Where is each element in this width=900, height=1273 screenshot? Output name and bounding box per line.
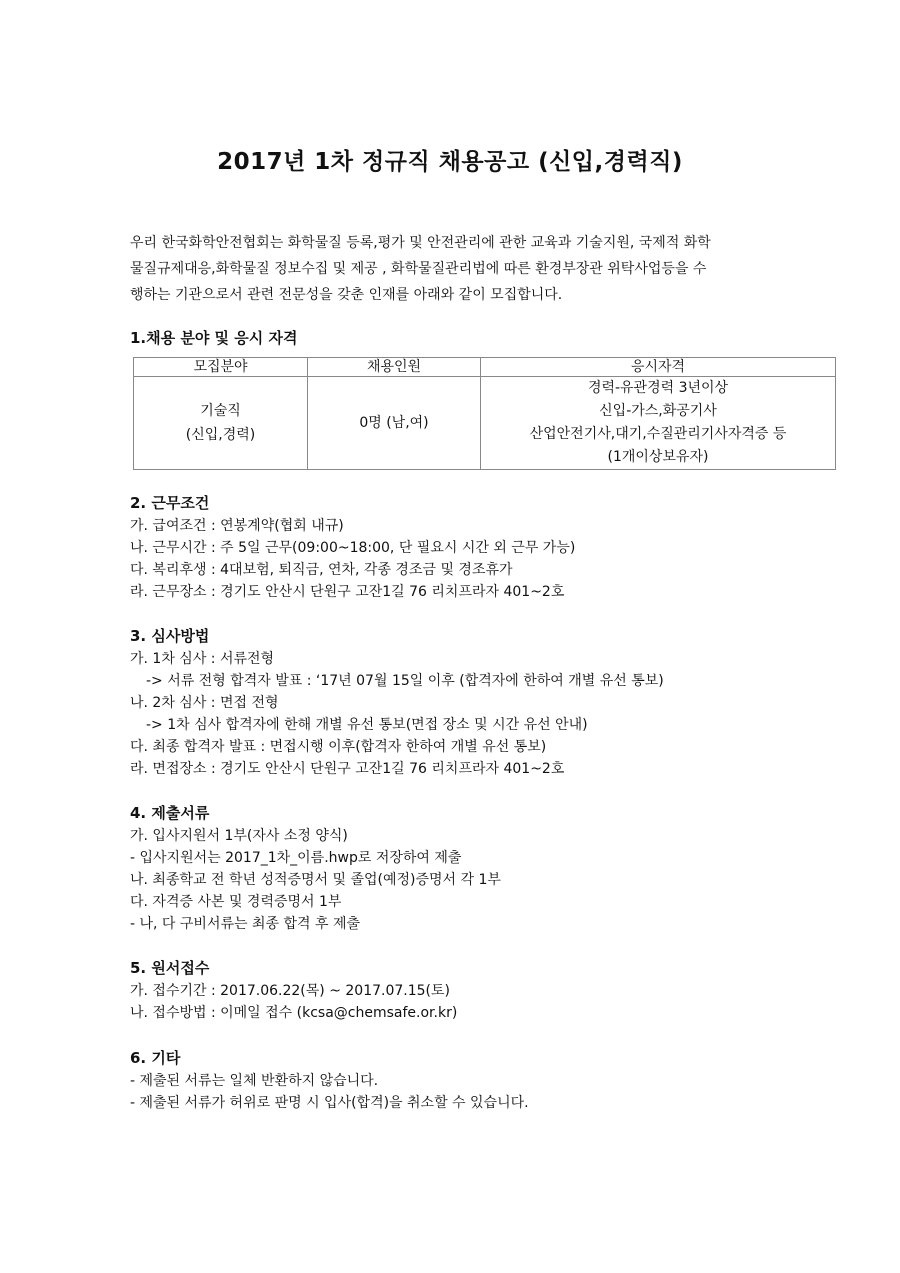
- field-type: (신입,경력): [185, 427, 256, 443]
- note-line: - 제출된 서류가 허위로 판명 시 입사(합격)을 취소할 수 있습니다.: [130, 1095, 529, 1111]
- intro-paragraph: [130, 230, 780, 308]
- document-line: - 나, 다 구비서류는 최종 합격 후 제출: [130, 916, 360, 932]
- condition-line: 나. 근무시간 : 주 5일 근무(09:00~18:00, 단 필요시 시간 외 근무 가능): [130, 540, 576, 556]
- condition-line: 라. 근무장소 : 경기도 안산시 단원구 고잔1길 76 리치프라자 401~2호: [130, 584, 565, 600]
- screening-line: 나. 2차 심사 : 면접 전형: [130, 695, 279, 711]
- section-heading: 2. 근무조건: [130, 494, 210, 512]
- qualification-line: (1개이상보유자): [607, 449, 709, 465]
- section-heading: 5. 원서접수: [130, 959, 210, 977]
- screening-line: 다. 최종 합격자 발표 : 면접시행 이후(합격자 한하여 개별 유선 통보): [130, 739, 547, 755]
- page-title: 2017년 1차 정규직 채용공고 (신입,경력직): [217, 149, 683, 175]
- qualification-line: 경력-유관경력 3년이상: [587, 380, 729, 396]
- screening-line: -> 서류 전형 합격자 발표 : ‘17년 07월 15일 이후 (합격자에 한하여 개별 유선 통보): [146, 673, 664, 689]
- document-line: - 입사지원서는 2017_1차_이름.hwp로 저장하여 제출: [130, 850, 462, 866]
- screening-line: 라. 면접장소 : 경기도 안산시 단원구 고잔1길 76 리치프라자 401~2호: [130, 761, 565, 777]
- section-application: [130, 956, 830, 1024]
- application-line: 가. 접수기간 : 2017.06.22(목) ~ 2017.07.15(토): [130, 983, 450, 999]
- section-documents: [130, 801, 830, 935]
- section-recruitment: [130, 326, 830, 350]
- document-line: 가. 입사지원서 1부(자사 소정 양식): [130, 828, 348, 844]
- field-name: 기술직: [200, 403, 241, 419]
- column-header-count: 채용인원: [308, 358, 481, 377]
- recruitment-table: [133, 357, 836, 470]
- intro-line: 물질규제대응,화학물질 정보수집 및 제공 , 화학물질관리법에 따른 환경부장관 위탁사업등을 수: [130, 261, 707, 277]
- table-header-row: [134, 358, 836, 377]
- column-header-field: 모집분야: [134, 358, 308, 377]
- condition-line: 가. 급여조건 : 연봉계약(협회 내규): [130, 518, 344, 534]
- section-screening: [130, 624, 830, 780]
- screening-line: 가. 1차 심사 : 서류전형: [130, 651, 275, 667]
- document-line: 다. 자격증 사본 및 경력증명서 1부: [130, 894, 342, 910]
- qualification-line: 산업안전기사,대기,수질관리기사자격증 등: [529, 426, 787, 442]
- qualification-line: 신입-가스,화공기사: [599, 403, 717, 419]
- section-work-conditions: [130, 491, 830, 603]
- application-line: 나. 접수방법 : 이메일 접수 (kcsa@chemsafe.or.kr): [130, 1005, 458, 1021]
- section-heading: 1.채용 분야 및 응시 자격: [130, 329, 298, 347]
- intro-line: 우리 한국화학안전협회는 화학물질 등록,평가 및 안전관리에 관한 교육과 기술지원, 국제적 화학: [130, 235, 711, 251]
- cell-field: [134, 377, 308, 470]
- screening-line: -> 1차 심사 합격자에 한해 개별 유선 통보(면접 장소 및 시간 유선 안내): [146, 717, 588, 733]
- section-heading: 6. 기타: [130, 1049, 181, 1067]
- table-row: [134, 377, 836, 470]
- intro-line: 행하는 기관으로서 관련 전문성을 갖춘 인재를 아래와 같이 모집합니다.: [130, 287, 563, 303]
- cell-qualification: [481, 377, 836, 470]
- condition-line: 다. 복리후생 : 4대보험, 퇴직금, 연차, 각종 경조금 및 경조휴가: [130, 562, 513, 578]
- cell-count: 0명 (남,여): [308, 377, 481, 470]
- note-line: - 제출된 서류는 일체 반환하지 않습니다.: [130, 1073, 379, 1089]
- section-heading: 4. 제출서류: [130, 804, 210, 822]
- column-header-qualification: 응시자격: [481, 358, 836, 377]
- document-line: 나. 최종학교 전 학년 성적증명서 및 졸업(예정)증명서 각 1부: [130, 872, 501, 888]
- section-heading: 3. 심사방법: [130, 627, 210, 645]
- section-other: [130, 1046, 830, 1114]
